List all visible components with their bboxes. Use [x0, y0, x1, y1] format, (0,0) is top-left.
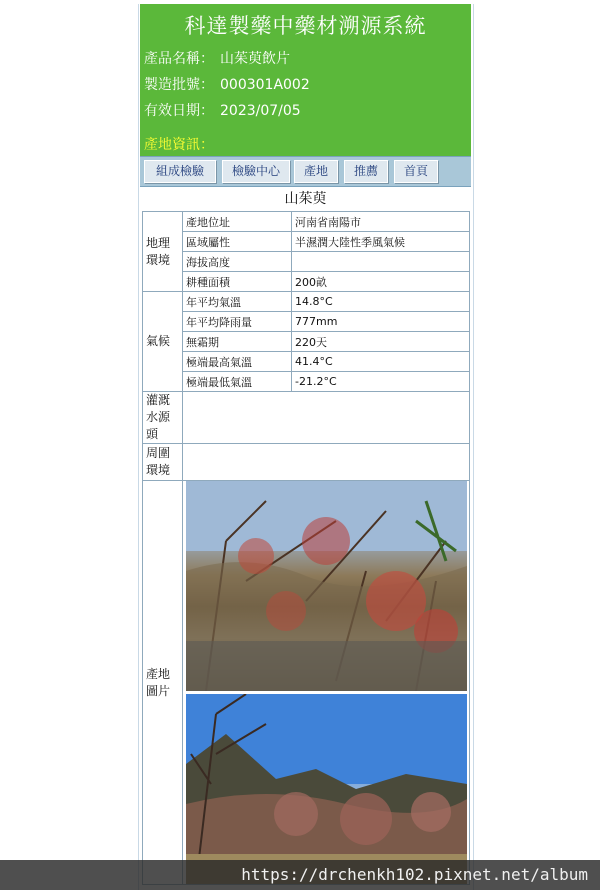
table-row: [143, 292, 470, 312]
field-value: 41.4°C: [292, 352, 470, 372]
field-label: 年平均降雨量: [183, 312, 292, 332]
table-row: [143, 312, 470, 332]
table-row: [143, 212, 470, 232]
field-label: 區域屬性: [183, 232, 292, 252]
expiry-value: 2023/07/05: [220, 103, 301, 119]
origin-info-table: [142, 211, 470, 885]
climate-group-label: 氣候: [143, 292, 183, 392]
origin-photo-2-illustration: [186, 694, 467, 884]
field-value: 777mm: [292, 312, 470, 332]
table-row: [143, 252, 470, 272]
herb-name-heading: 山茱萸: [284, 191, 327, 207]
geo-group-label: 地理環境: [143, 212, 183, 292]
field-value: 14.8°C: [292, 292, 470, 312]
batch-label: 製造批號：: [144, 77, 214, 93]
nav-button-recommend[interactable]: 推薦: [344, 160, 388, 183]
nav-button-home[interactable]: 首頁: [394, 160, 438, 183]
field-label: 極端最高氣溫: [183, 352, 292, 372]
field-value: 200畝: [292, 272, 470, 292]
table-row: [143, 232, 470, 252]
expiry-row: [144, 100, 301, 120]
field-value: 220天: [292, 332, 470, 352]
irrigation-label: 灌溉水源頭: [143, 392, 183, 444]
nav-button-origin[interactable]: 產地: [294, 160, 338, 183]
field-value: 河南省南陽市: [292, 212, 470, 232]
table-row: [143, 444, 470, 481]
nav-bar: [140, 156, 471, 187]
field-value: [292, 252, 470, 272]
header: [140, 4, 471, 156]
field-value: 半濕潤大陸性季風氣候: [292, 232, 470, 252]
page-title: 科達製藥中藥材溯源系統: [184, 14, 427, 38]
watermark-bar: [0, 860, 600, 890]
table-row: [143, 332, 470, 352]
field-label: 無霜期: [183, 332, 292, 352]
product-name-row: [144, 48, 290, 68]
field-label: 海拔高度: [183, 252, 292, 272]
origin-photo-2: [186, 694, 467, 884]
irrigation-value: [183, 392, 470, 444]
field-label: 極端最低氣溫: [183, 372, 292, 392]
photos-cell: [183, 481, 470, 885]
batch-value: 000301A002: [220, 77, 310, 93]
field-label: 產地位址: [183, 212, 292, 232]
table-row: [143, 481, 470, 885]
table-row: [143, 352, 470, 372]
origin-info-label: 產地資訊：: [144, 137, 214, 153]
photos-label: 產地圖片: [143, 481, 183, 885]
table-row: [143, 372, 470, 392]
nav-button-composition-test[interactable]: 組成檢驗: [144, 160, 216, 183]
table-row: [143, 392, 470, 444]
product-name-value: 山茱萸飲片: [220, 51, 290, 67]
origin-photo-1: [186, 481, 467, 691]
table-row: [143, 272, 470, 292]
watermark-url: https://drchenkh102.pixnet.net/album: [241, 865, 588, 884]
field-label: 耕種面積: [183, 272, 292, 292]
surroundings-value: [183, 444, 470, 481]
surroundings-label: 周圍環境: [143, 444, 183, 481]
field-value: -21.2°C: [292, 372, 470, 392]
product-name-label: 產品名稱：: [144, 51, 214, 67]
origin-photo-1-illustration: [186, 481, 467, 691]
nav-button-test-center[interactable]: 檢驗中心: [222, 160, 290, 183]
batch-row: [144, 74, 310, 94]
expiry-label: 有效日期：: [144, 103, 214, 119]
field-label: 年平均氣溫: [183, 292, 292, 312]
